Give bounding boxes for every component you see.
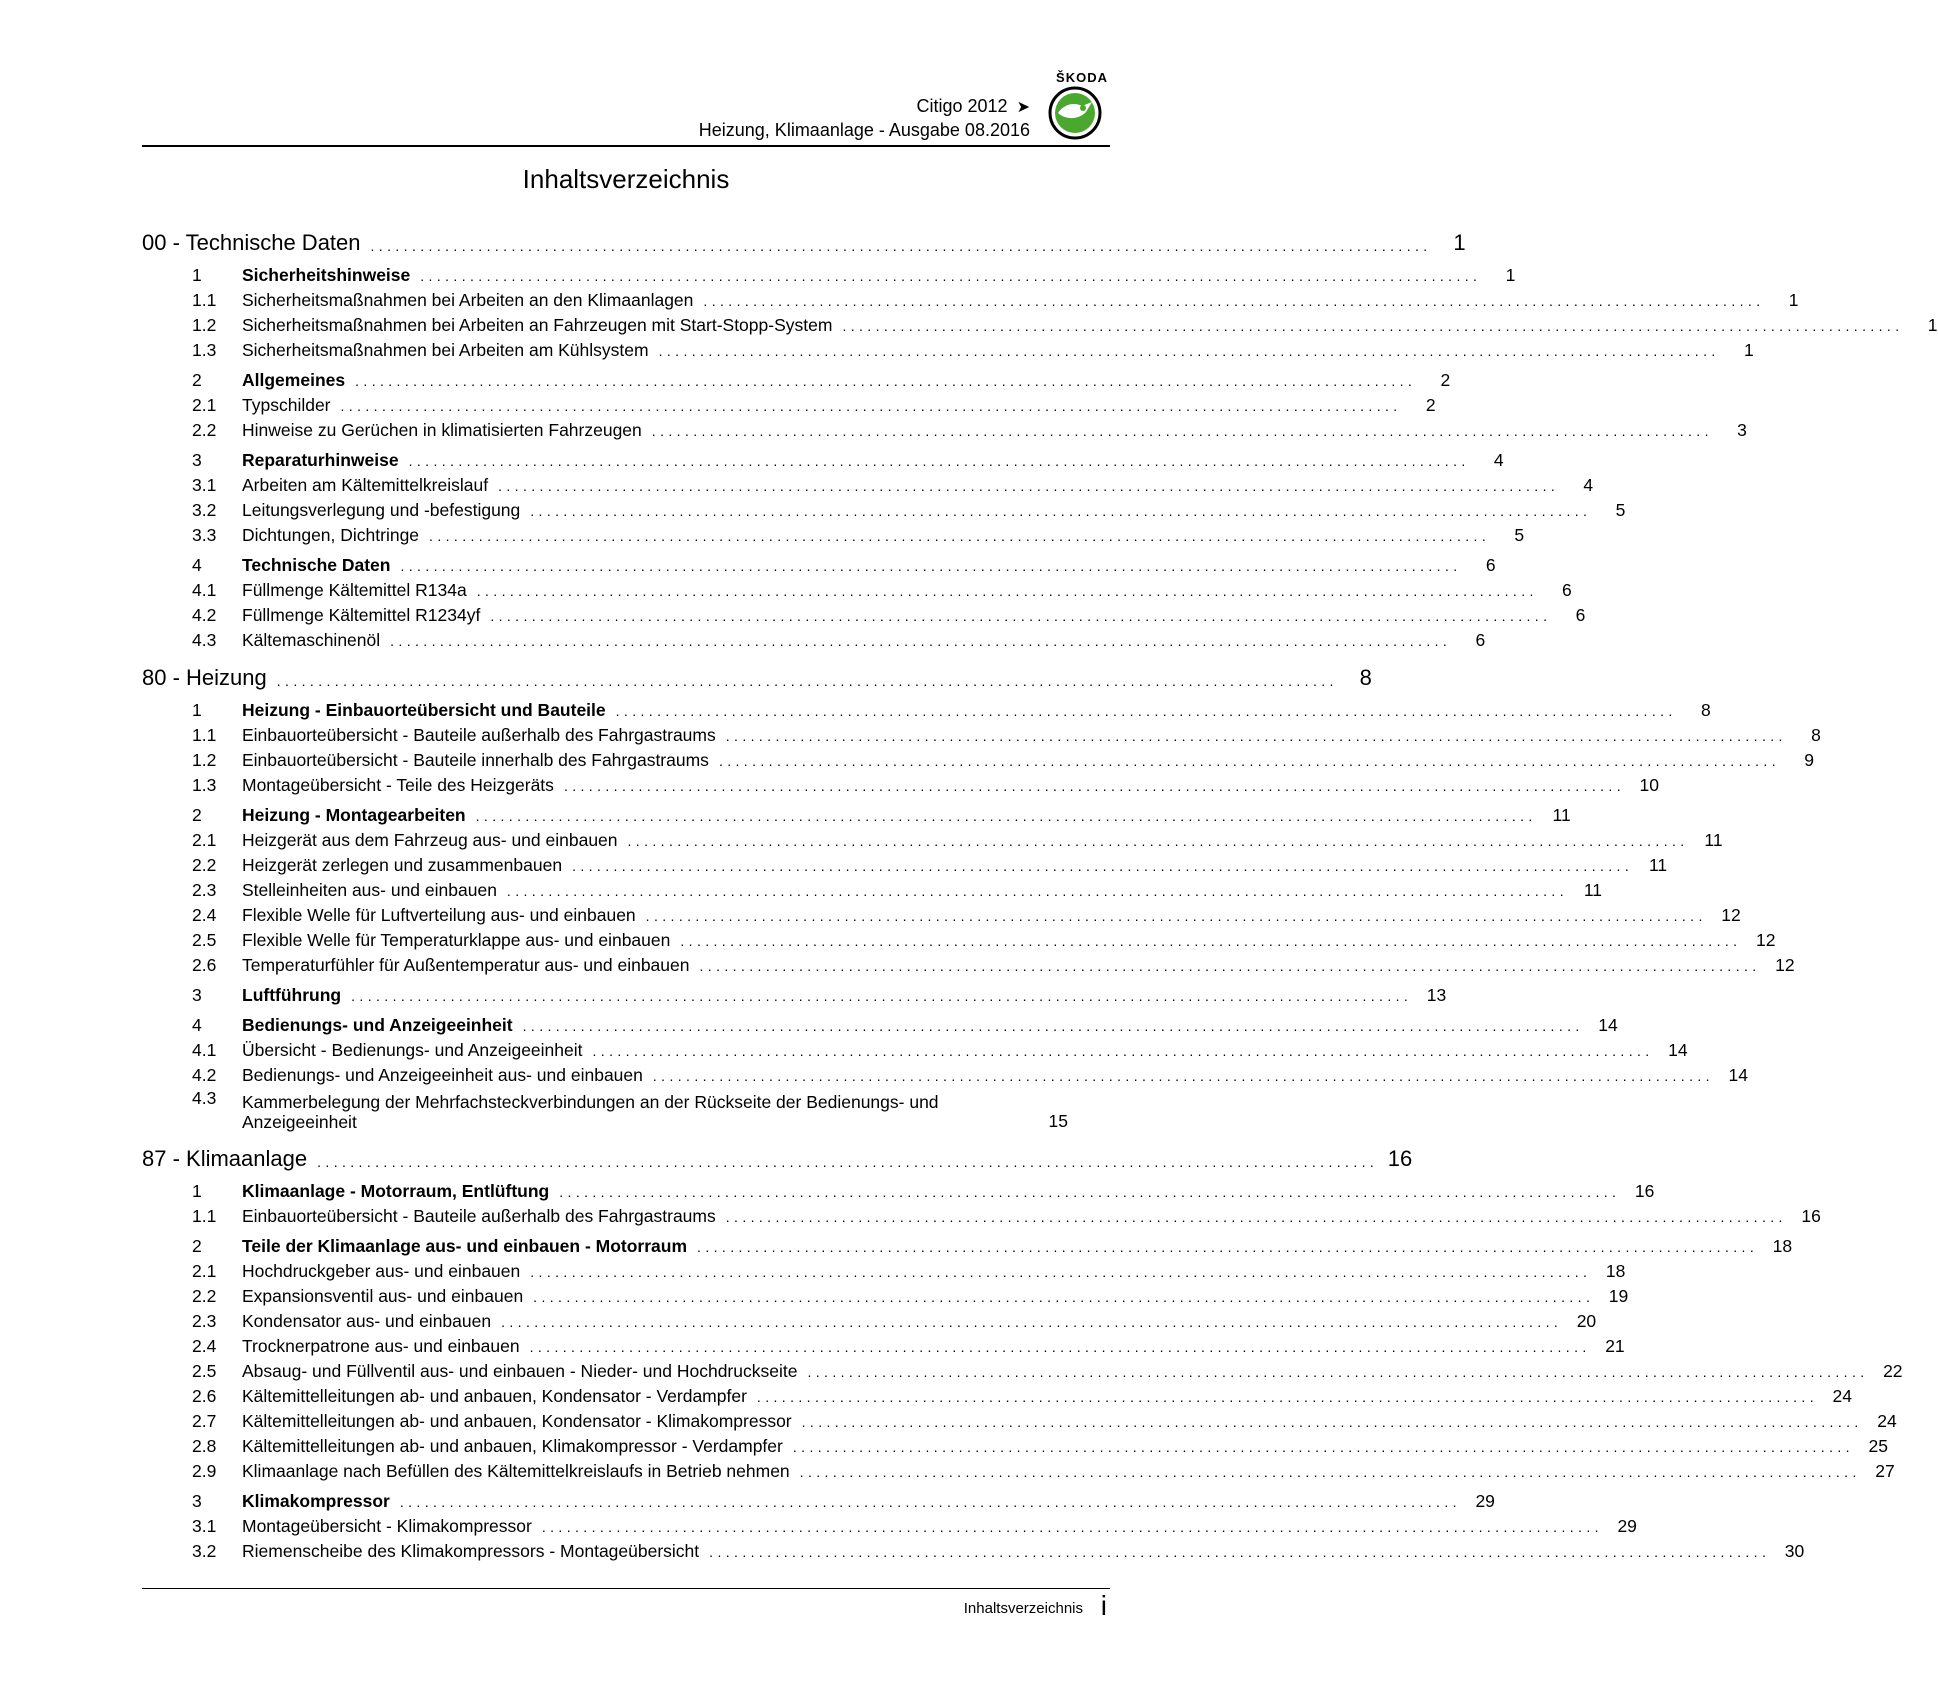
dot-leader: ................................................................................................................................ — [807, 1364, 1869, 1380]
item-number: 2.4 — [192, 1336, 217, 1356]
item-number: 4.1 — [192, 580, 217, 600]
item-title: Heizgerät aus dem Fahrzeug aus- und einbauen — [242, 830, 618, 850]
item-title: Leitungsverlegung und -befestigung — [242, 500, 521, 520]
toc-item[interactable] — [142, 336, 1754, 361]
page-number: 18 — [1772, 1236, 1793, 1256]
toc-item[interactable] — [142, 496, 1626, 521]
header-divider — [142, 145, 1110, 147]
toc-item[interactable] — [142, 1086, 1110, 1132]
item-number: 4.1 — [192, 1040, 217, 1060]
dot-leader: ................................................................................................................................ — [476, 583, 1538, 599]
item-number: 1.2 — [192, 750, 217, 770]
toc-item[interactable] — [142, 1382, 1852, 1407]
item-title: Kältemittelleitungen ab- und anbauen, Kondensator - Klimakompressor — [242, 1411, 792, 1431]
model-name: Citigo 2012 — [916, 96, 1008, 116]
toc-item[interactable] — [142, 521, 1525, 546]
toc-item[interactable] — [142, 901, 1741, 926]
page-number: 22 — [1883, 1361, 1903, 1381]
dot-leader: ................................................................................................................................ — [370, 238, 1432, 254]
toc-section[interactable] — [142, 260, 1516, 286]
item-number: 4.3 — [192, 1088, 217, 1108]
item-title: Einbauorteübersicht - Bauteile innerhalb des Fahrgastraums — [242, 750, 709, 770]
toc-section[interactable] — [142, 550, 1496, 576]
toc-item[interactable] — [142, 626, 1486, 651]
page-number: 2 — [1425, 395, 1436, 415]
page-number: 25 — [1868, 1436, 1888, 1456]
toc-section[interactable] — [142, 445, 1504, 471]
page-number: 1 — [1743, 340, 1754, 360]
item-title: Montageübersicht - Teile des Heizgeräts — [242, 775, 554, 795]
item-title: Temperaturfühler für Außentemperatur aus- und einbauen — [242, 955, 690, 975]
section-number: 1 — [192, 265, 202, 285]
dot-leader: ................................................................................................................................ — [400, 558, 1462, 574]
item-title: Kältemittelleitungen ab- und anbauen, Klimakompressor - Verdampfer — [242, 1436, 783, 1456]
page-number: 11 — [1704, 830, 1723, 850]
page-number: 30 — [1784, 1541, 1805, 1561]
dot-leader: ................................................................................................................................ — [317, 1154, 1379, 1170]
dot-leader: ................................................................................................................................ — [703, 293, 1765, 309]
section-title: Klimakompressor — [242, 1491, 390, 1511]
chapter-title: 80 - Heizung — [142, 665, 267, 690]
dot-leader: ................................................................................................................................ — [699, 958, 1761, 974]
dot-leader: ................................................................................................................................ — [529, 1339, 1591, 1355]
dot-leader: ................................................................................................................................ — [276, 673, 1338, 689]
dot-leader: ................................................................................................................................ — [645, 908, 1707, 924]
item-title: Bedienungs- und Anzeigeeinheit aus- und einbauen — [242, 1065, 643, 1085]
item-title: Füllmenge Kältemittel R134a — [242, 580, 467, 600]
toc-item[interactable] — [142, 286, 1799, 311]
toc-section[interactable] — [142, 365, 1451, 391]
page-number: 6 — [1485, 555, 1496, 575]
dot-leader: ................................................................................................................................ — [399, 1494, 1461, 1510]
section-number: 2 — [192, 805, 202, 825]
dot-leader: ................................................................................................................................ — [408, 453, 1470, 469]
dot-leader: ................................................................................................................................ — [801, 1414, 1863, 1430]
toc-section[interactable] — [142, 1010, 1618, 1036]
item-title: Sicherheitsmaßnahmen bei Arbeiten am Kühlsystem — [242, 340, 649, 360]
page-number: 19 — [1608, 1286, 1629, 1306]
page-number: 12 — [1721, 905, 1741, 925]
toc-item[interactable] — [142, 826, 1723, 851]
toc-item[interactable] — [142, 311, 1938, 336]
page-number: 3 — [1737, 420, 1747, 440]
section-title: Reparaturhinweise — [242, 450, 399, 470]
section-title: Heizung - Montagearbeiten — [242, 805, 466, 825]
page-number: 11 — [1552, 805, 1571, 825]
section-number: 3 — [192, 1491, 202, 1511]
item-number: 3.1 — [192, 475, 217, 495]
item-number: 1.3 — [192, 340, 217, 360]
item-title: Trocknerpatrone aus- und einbauen — [242, 1336, 520, 1356]
page-number: 1 — [1505, 265, 1516, 285]
section-title: Allgemeines — [242, 370, 346, 390]
page-number: 12 — [1755, 930, 1776, 950]
item-title: Füllmenge Kältemittel R1234yf — [242, 605, 481, 625]
toc-chapter[interactable] — [142, 226, 1466, 256]
page-number: 8 — [1700, 700, 1711, 720]
item-title: Sicherheitsmaßnahmen bei Arbeiten an Fahrzeugen mit Start-Stopp-System — [242, 315, 833, 335]
item-title: Sicherheitsmaßnahmen bei Arbeiten an den Klimaanlagen — [242, 290, 694, 310]
page-number: 8 — [1359, 665, 1372, 690]
dot-leader: ................................................................................................................................ — [559, 1184, 1621, 1200]
table-of-contents — [142, 226, 1938, 1562]
item-number: 2.2 — [192, 855, 217, 875]
section-number: 1 — [192, 700, 202, 720]
toc-item[interactable] — [142, 951, 1795, 976]
toc-section[interactable] — [142, 800, 1571, 826]
item-number: 2.2 — [192, 1286, 217, 1306]
page-number: 14 — [1598, 1015, 1618, 1035]
dot-leader: ................................................................................................................................ — [541, 1519, 1603, 1535]
item-number: 1.1 — [192, 1206, 217, 1226]
skoda-logo-icon — [1048, 86, 1102, 140]
item-number: 1.3 — [192, 775, 217, 795]
page-number: 5 — [1514, 525, 1525, 545]
toc-item[interactable] — [142, 1282, 1629, 1307]
toc-item[interactable] — [142, 1432, 1888, 1457]
dot-leader: ................................................................................................................................ — [697, 1239, 1759, 1255]
page-number: 1 — [1927, 315, 1938, 335]
page-number: 24 — [1832, 1386, 1852, 1406]
page-number: 6 — [1575, 605, 1586, 625]
page-number: 6 — [1562, 580, 1572, 600]
section-title: Luftführung — [242, 985, 342, 1005]
item-number: 2.4 — [192, 905, 217, 925]
dot-leader: ................................................................................................................................ — [799, 1464, 1861, 1480]
item-number: 2.5 — [192, 930, 217, 950]
item-number: 2.1 — [192, 395, 217, 415]
item-number: 2.7 — [192, 1411, 217, 1431]
section-number: 4 — [192, 555, 202, 575]
dot-leader: ................................................................................................................................ — [530, 503, 1592, 519]
page-number: 14 — [1728, 1065, 1748, 1085]
item-number: 2.5 — [192, 1361, 217, 1381]
item-number: 2.1 — [192, 830, 217, 850]
dot-leader: ................................................................................................................................ — [658, 343, 1720, 359]
item-title: Kältemittelleitungen ab- und anbauen, Kondensator - Verdampfer — [242, 1386, 747, 1406]
toc-item[interactable] — [142, 1512, 1637, 1537]
page-number: 13 — [1426, 985, 1447, 1005]
item-title: Montageübersicht - Klimakompressor — [242, 1516, 532, 1536]
toc-item[interactable] — [142, 1537, 1805, 1562]
footer-divider — [142, 1588, 1110, 1589]
arrow-icon: ➤ — [1016, 99, 1030, 116]
item-number: 2.3 — [192, 1311, 217, 1331]
toc-section[interactable] — [142, 1231, 1793, 1257]
page-title: Inhaltsverzeichnis — [522, 164, 730, 194]
item-title: Einbauorteübersicht - Bauteile außerhalb des Fahrgastraums — [242, 1206, 716, 1226]
item-title: Einbauorteübersicht - Bauteile außerhalb des Fahrgastraums — [242, 725, 716, 745]
toc-item[interactable] — [142, 771, 1660, 796]
page-number: 20 — [1576, 1311, 1597, 1331]
dot-leader: ................................................................................................................................ — [498, 478, 1560, 494]
section-number: 2 — [192, 370, 202, 390]
dot-leader: ................................................................................................................................ — [652, 1068, 1714, 1084]
dot-leader: ................................................................................................................................ — [429, 528, 1491, 544]
page-number: 4 — [1583, 475, 1594, 495]
section-title: Sicherheitshinweise — [242, 265, 411, 285]
page-number: 29 — [1475, 1491, 1495, 1511]
dot-leader: ................................................................................................................................ — [522, 1018, 1584, 1034]
footer-page-number: i — [1100, 1590, 1107, 1621]
dot-leader: ................................................................................................................................ — [490, 608, 1552, 624]
item-title: Kondensator aus- und einbauen — [242, 1311, 492, 1331]
item-title: Dichtungen, Dichtringe — [242, 525, 420, 545]
model-line — [917, 96, 1031, 117]
page-number: 2 — [1440, 370, 1451, 390]
toc-item[interactable] — [142, 601, 1586, 626]
dot-leader: ................................................................................................................................ — [563, 778, 1626, 794]
item-number: 2.1 — [192, 1261, 217, 1281]
item-title: Flexible Welle für Temperaturklappe aus- und einbauen — [242, 930, 671, 950]
dot-leader: ................................................................................................................................ — [501, 1314, 1563, 1330]
page-number: 8 — [1811, 725, 1821, 745]
dot-leader: ................................................................................................................................ — [355, 373, 1417, 389]
chapter-title: 00 - Technische Daten — [142, 230, 361, 255]
item-number: 4.2 — [192, 1065, 217, 1085]
toc-item[interactable] — [142, 1407, 1897, 1432]
item-number: 1.1 — [192, 725, 217, 745]
toc-item[interactable] — [142, 1202, 1821, 1227]
dot-leader: ................................................................................................................................ — [340, 398, 1402, 414]
toc-chapter[interactable] — [142, 661, 1372, 691]
toc-section[interactable] — [142, 980, 1447, 1006]
section-number: 3 — [192, 450, 202, 470]
dot-leader: ................................................................................................................................ — [842, 318, 1904, 334]
dot-leader: ................................................................................................................................ — [390, 633, 1452, 649]
toc-section[interactable] — [142, 1176, 1655, 1202]
page-number: 15 — [1048, 1111, 1068, 1131]
toc-item[interactable] — [142, 416, 1747, 441]
item-number: 3.1 — [192, 1516, 217, 1536]
item-title: Übersicht - Bedienungs- und Anzeigeeinheit — [242, 1040, 583, 1060]
item-title: Absaug- und Füllventil aus- und einbauen - Nieder- und Hochdruckseite — [242, 1361, 798, 1381]
item-number: 4.2 — [192, 605, 217, 625]
page-number: 16 — [1801, 1206, 1821, 1226]
item-number: 2.3 — [192, 880, 217, 900]
section-title: Teile der Klimaanlage aus- und einbauen - Motorraum — [242, 1236, 688, 1256]
dot-leader: ................................................................................................................................ — [792, 1439, 1854, 1455]
page-number: 21 — [1605, 1336, 1625, 1356]
section-title: Technische Daten — [242, 555, 391, 575]
dot-leader: ................................................................................................................................ — [506, 883, 1568, 899]
page-number: 24 — [1877, 1411, 1897, 1431]
toc-chapter[interactable] — [142, 1142, 1413, 1172]
item-title: Heizgerät zerlegen und zusammenbauen — [242, 855, 563, 875]
toc-item[interactable] — [142, 1036, 1688, 1061]
item-title: Hochdruckgeber aus- und einbauen — [242, 1261, 521, 1281]
dot-leader: ................................................................................................................................ — [725, 728, 1787, 744]
toc-item[interactable] — [142, 391, 1436, 416]
item-title: Flexible Welle für Luftverteilung aus- und einbauen — [242, 905, 636, 925]
page-number: 27 — [1875, 1461, 1895, 1481]
section-number: 1 — [192, 1181, 202, 1201]
dot-leader: ................................................................................................................................ — [475, 808, 1537, 824]
toc-item[interactable] — [142, 876, 1602, 901]
item-title: Arbeiten am Kältemittelkreislauf — [242, 475, 489, 495]
section-title: Klimaanlage - Motorraum, Entlüftung — [242, 1181, 550, 1201]
chapter-title: 87 - Klimaanlage — [142, 1146, 308, 1171]
page-number: 14 — [1668, 1040, 1688, 1060]
section-number: 3 — [192, 985, 202, 1005]
dot-leader: ................................................................................................................................ — [420, 268, 1482, 284]
dot-leader: ................................................................................................................................ — [725, 1209, 1787, 1225]
item-number: 3.3 — [192, 525, 217, 545]
dot-leader: ................................................................................................................................ — [530, 1264, 1592, 1280]
item-number: 2.8 — [192, 1436, 217, 1456]
item-number: 2.9 — [192, 1461, 217, 1481]
page-number: 1 — [1788, 290, 1799, 310]
page-number: 29 — [1617, 1516, 1637, 1536]
dot-leader: ................................................................................................................................ — [718, 753, 1781, 769]
page-number: 9 — [1804, 750, 1815, 770]
item-number: 3.2 — [192, 1541, 217, 1561]
item-title: Kältemaschinenöl — [242, 630, 381, 650]
dot-leader: ................................................................................................................................ — [351, 988, 1413, 1004]
item-number: 2.6 — [192, 1386, 217, 1406]
page-number: 5 — [1615, 500, 1626, 520]
page-number: 12 — [1775, 955, 1795, 975]
dot-leader: ................................................................................................................................ — [709, 1544, 1771, 1560]
section-title: Heizung - Einbauorteübersicht und Bauteile — [242, 700, 606, 720]
edition-line: Heizung, Klimaanlage - Ausgabe 08.2016 — [698, 120, 1030, 140]
dot-leader: ................................................................................................................................ — [680, 933, 1742, 949]
page-number: 18 — [1605, 1261, 1626, 1281]
toc-item[interactable] — [142, 1332, 1625, 1357]
dot-leader: ................................................................................................................................ — [615, 703, 1677, 719]
item-title: Typschilder — [242, 395, 331, 415]
page-number: 10 — [1639, 775, 1660, 795]
dot-leader: ................................................................................................................................ — [572, 858, 1634, 874]
item-number: 3.2 — [192, 500, 217, 520]
toc-item[interactable] — [142, 746, 1815, 771]
item-title: Riemenscheibe des Klimakompressors - Montageübersicht — [242, 1541, 700, 1561]
toc-item[interactable] — [142, 471, 1594, 496]
item-title: Kammerbelegung der Mehrfachsteckverbindungen an der Rückseite der Bedienungs- und Anzeigeeinheit — [242, 1092, 939, 1132]
toc-item[interactable] — [142, 576, 1572, 601]
toc-item[interactable] — [142, 851, 1668, 876]
item-number: 2.2 — [192, 420, 217, 440]
section-number: 2 — [192, 1236, 202, 1256]
page-number: 11 — [1583, 880, 1602, 900]
toc-item[interactable] — [142, 1061, 1748, 1086]
page-number: 6 — [1475, 630, 1486, 650]
item-title: Klimaanlage nach Befüllen des Kältemittelkreislaufs in Betrieb nehmen — [242, 1461, 790, 1481]
item-title: Expansionsventil aus- und einbauen — [242, 1286, 524, 1306]
toc-item[interactable] — [142, 1457, 1895, 1482]
toc-item[interactable] — [142, 1257, 1626, 1282]
dot-leader: ................................................................................................................................ — [627, 833, 1689, 849]
dot-leader: ................................................................................................................................ — [756, 1389, 1818, 1405]
brand-name: ŠKODA — [1056, 70, 1108, 85]
page-number: 11 — [1648, 855, 1668, 875]
footer-label: Inhaltsverzeichnis — [963, 1600, 1083, 1617]
toc-item[interactable] — [142, 721, 1821, 746]
toc-section[interactable] — [142, 695, 1711, 721]
item-number: 1.2 — [192, 315, 217, 335]
section-number: 4 — [192, 1015, 202, 1035]
item-title: Hinweise zu Gerüchen in klimatisierten Fahrzeugen — [242, 420, 642, 440]
page-number: 16 — [1634, 1181, 1655, 1201]
dot-leader: ................................................................................................................................ — [592, 1043, 1654, 1059]
toc-item[interactable] — [142, 1357, 1903, 1382]
page-number: 4 — [1493, 450, 1504, 470]
dot-leader: ................................................................................................................................ — [533, 1289, 1595, 1305]
item-number: 2.6 — [192, 955, 217, 975]
toc-section[interactable] — [142, 1486, 1495, 1512]
section-title: Bedienungs- und Anzeigeeinheit — [242, 1015, 513, 1035]
page-number: 16 — [1387, 1146, 1413, 1171]
dot-leader: ................................................................................................................................ — [651, 423, 1713, 439]
item-number: 4.3 — [192, 630, 217, 650]
item-number: 1.1 — [192, 290, 217, 310]
item-title: Stelleinheiten aus- und einbauen — [242, 880, 497, 900]
page-number: 1 — [1453, 230, 1466, 255]
page-header — [142, 60, 1110, 146]
toc-item[interactable] — [142, 1307, 1597, 1332]
toc-item[interactable] — [142, 926, 1776, 951]
